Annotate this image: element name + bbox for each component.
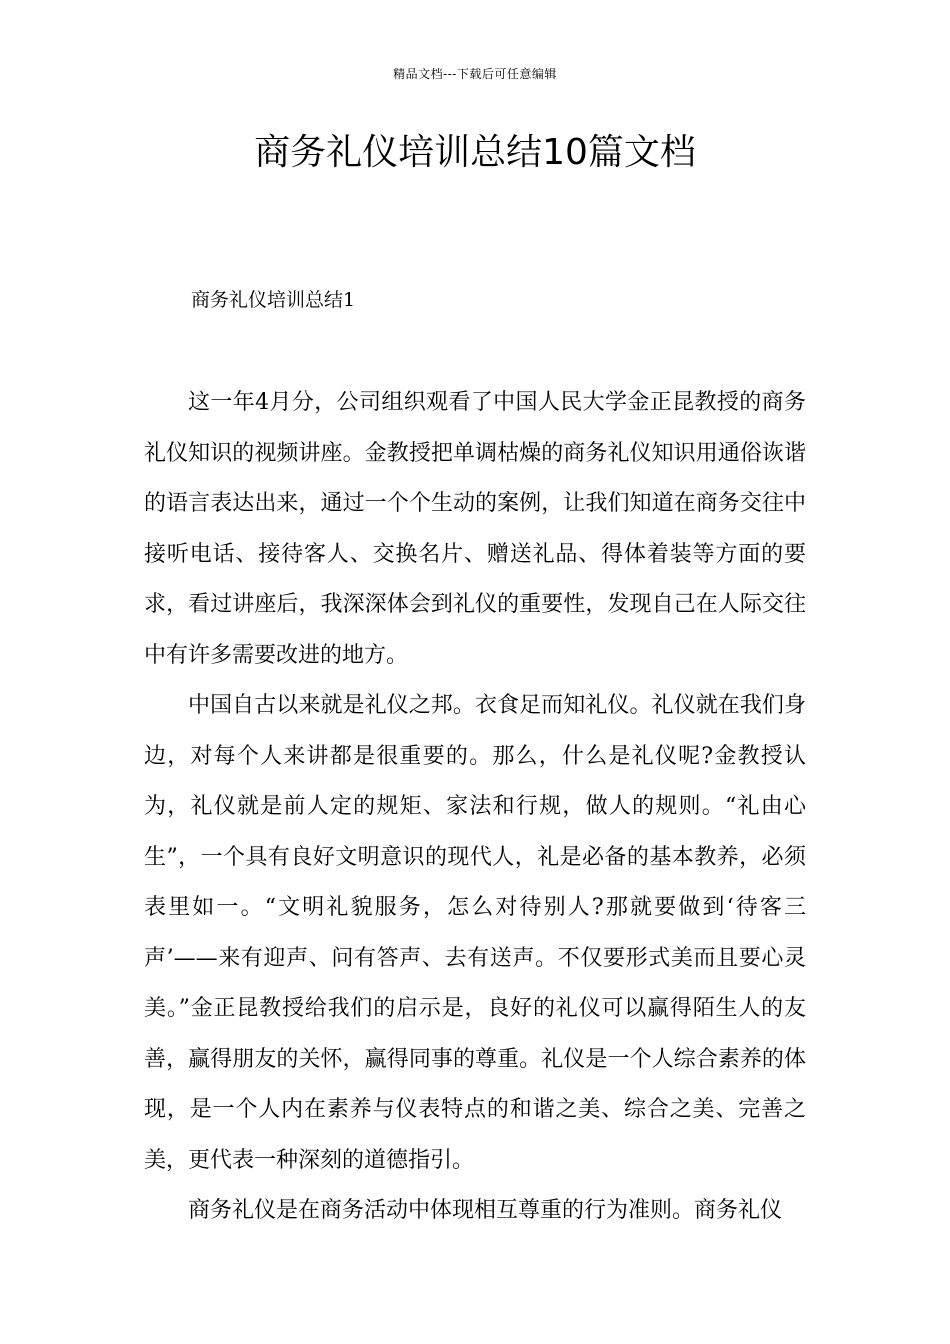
header-note: 精品文档---下载后可任意编辑 (393, 67, 557, 81)
section-heading: 商务礼仪培训总结1 (191, 289, 356, 311)
paragraph: 商务礼仪是在商务活动中体现相互尊重的行为准则。商务礼仪 (188, 1198, 783, 1223)
document-body (144, 378, 806, 1237)
document-title: 商务礼仪培训总结10篇文档 (254, 132, 696, 173)
paragraph: 这一年4月分，公司组织观看了中国人民大学金正昆教授的商务礼仪知识的视频讲座。金教授把单调枯燥的商务礼仪知识用通俗诙谐的语言表达出来，通过一个个生动的案例，让我们知道在商务交往中接听电话、接待客人、交换名片、赠送礼品、得体着装等方面的要求，看过讲座后，我深深体会到礼仪的重要性，发现自己在人际交往中有许多需要改进的地方。 (144, 390, 806, 668)
paragraph: 中国自古以来就是礼仪之邦。衣食足而知礼仪。礼仪就在我们身边，对每个人来讲都是很重要的。那么，什么是礼仪呢?金教授认为，礼仪就是前人定的规矩、家法和行规，做人的规则。“礼由心生”，一个具有良好文明意识的现代人，礼是必备的基本教养，必须表里如一。“文明礼貌服务，怎么对待别人?那就要做到‘待客三声’——来有迎声、问有答声、去有送声。不仅要形式美而且要心灵美。”金正昆教授给我们的启示是，良好的礼仪可以赢得陌生人的友善，赢得朋友的关怀，赢得同事的尊重。礼仪是一个人综合素养的体现，是一个人内在素养与仪表特点的和谐之美、综合之美、完善之美，更代表一种深刻的道德指引。 (144, 693, 806, 1173)
